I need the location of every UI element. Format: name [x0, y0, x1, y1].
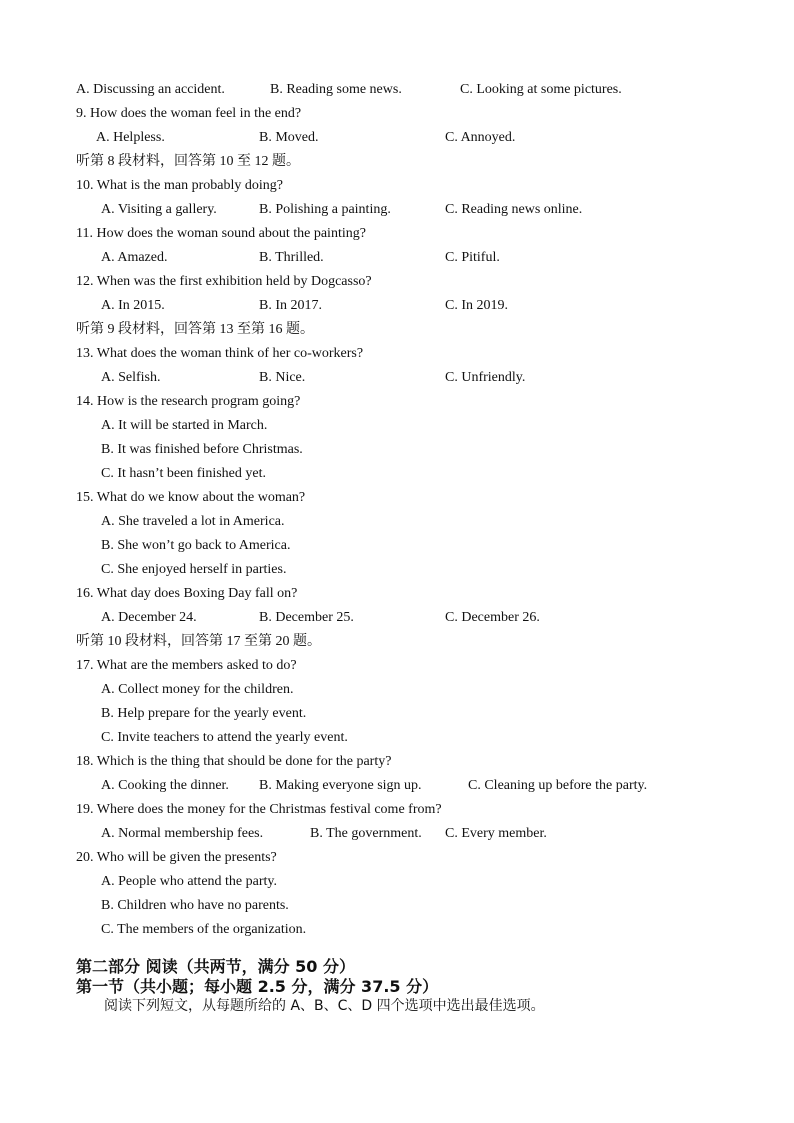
- answer-option: C. It hasn’t been finished yet.: [101, 466, 266, 481]
- answer-option: C. The members of the organization.: [101, 922, 307, 937]
- answer-option: C. Cleaning up before the party.: [468, 778, 648, 793]
- answer-option: B. Making everyone sign up.: [259, 778, 422, 793]
- answer-option: C. Looking at some pictures.: [460, 82, 622, 97]
- question-text: 13. What does the woman think of her co-workers?: [76, 346, 364, 361]
- question-text: 15. What do we know about the woman?: [76, 490, 306, 505]
- answer-option: B. Children who have no parents.: [101, 898, 289, 913]
- question-text: 9. How does the woman feel in the end?: [76, 106, 302, 121]
- answer-option: A. Cooking the dinner.: [101, 778, 229, 793]
- answer-option: A. In 2015.: [101, 298, 165, 313]
- question-text: 14. How is the research program going?: [76, 394, 301, 409]
- answer-option: C. December 26.: [445, 610, 540, 625]
- part-two-heading: 第二部分 阅读（共两节，满分 50 分）: [76, 957, 355, 976]
- section-one-heading: 第一节（共小题；每小题 2.5 分，满分 37.5 分）: [76, 977, 439, 996]
- answer-option: A. Helpless.: [96, 130, 165, 145]
- listening-section-heading: 听第 10 段材料，回答第 17 至第 20 题。: [76, 634, 321, 649]
- answer-option: B. It was finished before Christmas.: [101, 442, 303, 457]
- answer-option: A. Discussing an accident.: [76, 82, 225, 97]
- answer-option: B. Help prepare for the yearly event.: [101, 706, 307, 721]
- answer-option: A. Collect money for the children.: [101, 682, 294, 697]
- answer-option: C. Reading news online.: [445, 202, 583, 217]
- question-text: 17. What are the members asked to do?: [76, 658, 297, 673]
- question-text: 19. Where does the money for the Christmas festival come from?: [76, 802, 442, 817]
- answer-option: C. Invite teachers to attend the yearly event.: [101, 730, 348, 745]
- answer-option: C. Every member.: [445, 826, 547, 841]
- question-text: 16. What day does Boxing Day fall on?: [76, 586, 298, 601]
- listening-section-heading: 听第 9 段材料，回答第 13 至第 16 题。: [76, 322, 314, 337]
- answer-option: A. Amazed.: [101, 250, 168, 265]
- answer-option: B. In 2017.: [259, 298, 322, 313]
- answer-option: C. She enjoyed herself in parties.: [101, 562, 287, 577]
- answer-option: B. The government.: [310, 826, 422, 841]
- answer-option: B. Nice.: [259, 370, 306, 385]
- answer-option: B. Polishing a painting.: [259, 202, 391, 217]
- question-text: 18. Which is the thing that should be done for the party?: [76, 754, 392, 769]
- answer-option: A. She traveled a lot in America.: [101, 514, 285, 529]
- answer-option: A. Visiting a gallery.: [101, 202, 217, 217]
- answer-option: B. Thrilled.: [259, 250, 324, 265]
- question-text: 20. Who will be given the presents?: [76, 850, 277, 865]
- answer-option: C. Annoyed.: [445, 130, 516, 145]
- answer-option: B. December 25.: [259, 610, 354, 625]
- answer-option: C. Pitiful.: [445, 250, 500, 265]
- answer-option: B. Reading some news.: [270, 82, 402, 97]
- answer-option: C. Unfriendly.: [445, 370, 526, 385]
- question-text: 10. What is the man probably doing?: [76, 178, 283, 193]
- answer-option: A. Normal membership fees.: [101, 826, 264, 841]
- answer-option: C. In 2019.: [445, 298, 508, 313]
- question-text: 11. How does the woman sound about the painting?: [76, 226, 366, 241]
- answer-option: A. People who attend the party.: [101, 874, 277, 889]
- listening-section-heading: 听第 8 段材料，回答第 10 至 12 题。: [76, 154, 300, 169]
- answer-option: A. It will be started in March.: [101, 418, 268, 433]
- answer-option: B. She won’t go back to America.: [101, 538, 291, 553]
- answer-option: A. December 24.: [101, 610, 197, 625]
- answer-option: B. Moved.: [259, 130, 319, 145]
- question-text: 12. When was the first exhibition held by Dogcasso?: [76, 274, 372, 289]
- reading-instruction: 阅读下列短文，从每题所给的 A、B、C、D 四个选项中选出最佳选项。: [104, 998, 545, 1014]
- answer-option: A. Selfish.: [101, 370, 161, 385]
